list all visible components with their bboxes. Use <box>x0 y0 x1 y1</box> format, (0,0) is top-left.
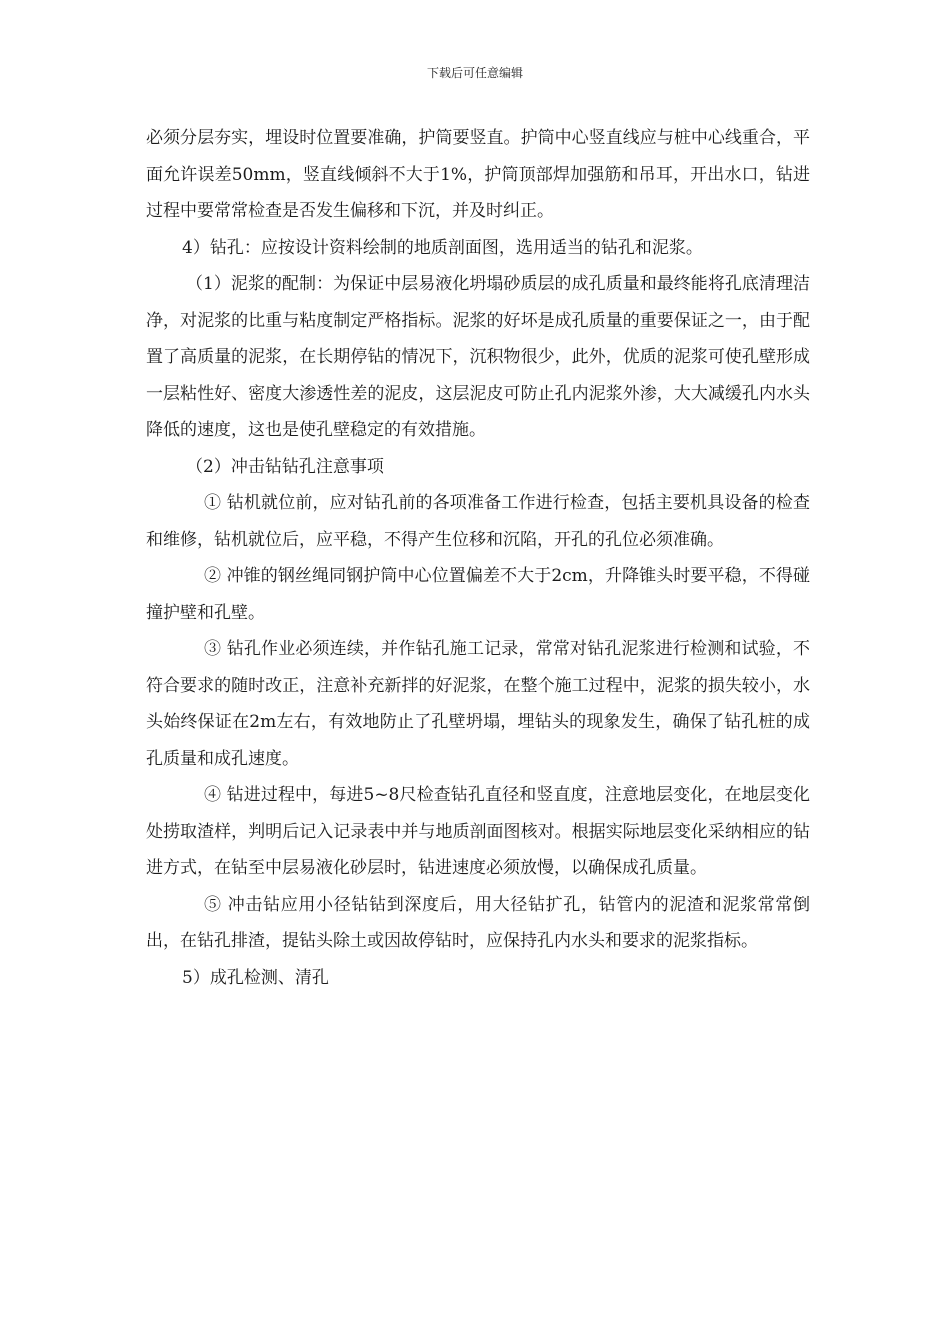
paragraph-hole-inspection-heading: 5）成孔检测、清孔 <box>182 967 329 988</box>
paragraph-mud-preparation: （1）泥浆的配制：为保证中层易液化坍塌砂质层的成孔质量和最终能将孔底清理洁净，对泥浆的比重与粘度制定严格指标。泥浆的好坏是成孔质量的重要保证之一，由于配置了高质量的泥浆，在长期停钻的情况下，沉积物很少，此外，优质的泥浆可使孔壁形成一层粘性好、密度大渗透性差的泥皮，这层泥皮可防止孔内泥浆外渗，大大减缓孔内水头降低的速度，这也是使孔壁稳定的有效措施。 <box>146 274 810 440</box>
paragraph-drilling-heading: 4）钻孔：应按设计资料绘制的地质剖面图，选用适当的钻孔和泥浆。 <box>182 237 703 258</box>
paragraph-casing: 必须分层夯实，埋设时位置要准确，护筒要竖直。护筒中心竖直线应与桩中心线重合，平面允许误差50mm，竖直线倾斜不大于1%，护筒顶部焊加强筋和吊耳，开出水口，钻进过程中要常常检查是否发生偏移和下沉，并及时纠正。 <box>146 128 810 221</box>
paragraph-item-3: ③ 钻孔作业必须连续，并作钻孔施工记录，常常对钻孔泥浆进行检测和试验，不符合要求的随时改正，注意补充新拌的好泥浆，在整个施工过程中，泥浆的损失较小，水头始终保证在2m左右，有效地防止了孔壁坍塌，埋钻头的现象发生，确保了钻孔桩的成孔质量和成孔速度。 <box>146 639 810 769</box>
paragraph-impact-drill-heading: （2）冲击钻钻孔注意事项 <box>186 456 384 477</box>
paragraph-item-5: ⑤ 冲击钻应用小径钻钻到深度后，用大径钻扩孔，钻管内的泥渣和泥浆常常倒出，在钻孔排渣，提钻头除土或因故停钻时，应保持孔内水头和要求的泥浆指标。 <box>146 894 810 951</box>
document-body <box>146 120 810 996</box>
paragraph-item-1: ① 钻机就位前，应对钻孔前的各项准备工作进行检查，包括主要机具设备的检查和维修，钻机就位后，应平稳，不得产生位移和沉陷，开孔的孔位必须准确。 <box>146 493 810 550</box>
page-header: 下载后可任意编辑 <box>426 66 523 80</box>
paragraph-item-2: ② 冲锥的钢丝绳同钢护筒中心位置偏差不大于2cm，升降锥头时要平稳，不得碰撞护壁和孔壁。 <box>146 566 810 623</box>
paragraph-item-4: ④ 钻进过程中，每进5~8尺检查钻孔直径和竖直度，注意地层变化，在地层变化处捞取渣样，判明后记入记录表中并与地质剖面图核对。根据实际地层变化采纳相应的钻进方式，在钻至中层易液化砂层时，钻进速度必须放慢，以确保成孔质量。 <box>146 785 810 878</box>
